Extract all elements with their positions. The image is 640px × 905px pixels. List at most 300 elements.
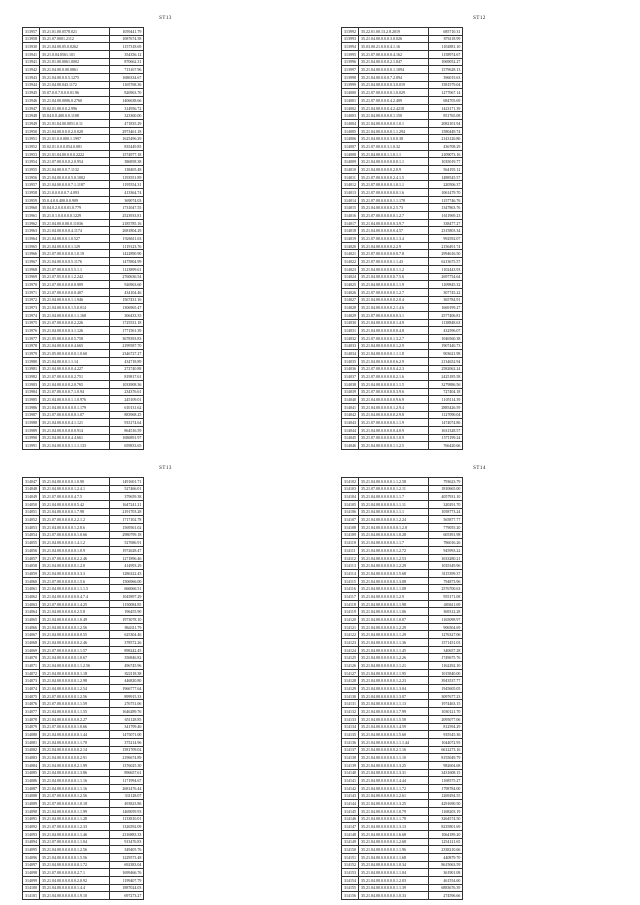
row-id-cell: 314020 xyxy=(342,242,359,250)
amount-cell: 1686334.67 xyxy=(110,74,144,82)
row-id-cell: 314139 xyxy=(342,761,359,769)
code-cell: 35.21.04.00.0.0.0.0.0.1.2.54 xyxy=(40,685,110,693)
code-cell: 35.21.04.00.0.0.0.0.0.1.1.1 xyxy=(359,508,429,516)
table-row xyxy=(23,304,144,312)
table-row xyxy=(342,654,463,662)
amount-cell: 899915.33 xyxy=(110,692,144,700)
amount-cell: 1229573.48 xyxy=(110,853,144,861)
table-row xyxy=(23,212,144,220)
row-id-cell: 314049 xyxy=(23,493,40,501)
row-id-cell: 314131 xyxy=(342,700,359,708)
amount-cell: 331128.07 xyxy=(110,792,144,800)
code-cell: 35.03.00.21.0.0.0.4.1.16 xyxy=(359,43,429,51)
table-row xyxy=(342,112,463,120)
row-id-cell: 313948 xyxy=(23,112,40,120)
code-cell: 35.21.07.00.0.0.0.0.0.1.0.18 xyxy=(40,800,110,808)
row-id-cell: 314053 xyxy=(23,524,40,532)
amount-cell: 1376025.30 xyxy=(110,761,144,769)
amount-cell: 793623.79 xyxy=(429,478,463,486)
table-row xyxy=(23,196,144,204)
row-id-cell: 314074 xyxy=(23,685,40,693)
amount-cell: 8615063.59 xyxy=(429,861,463,869)
table-row xyxy=(342,830,463,838)
amount-cell: 727404.18 xyxy=(429,388,463,396)
table-row xyxy=(23,593,144,601)
row-id-cell: 314092 xyxy=(23,823,40,831)
amount-cell: 434718.89 xyxy=(110,357,144,365)
code-cell: 35.21.07.00.0.0.0.0.0.1.0.66 xyxy=(40,723,110,731)
data-table xyxy=(341,477,463,900)
table-row xyxy=(342,43,463,51)
amount-cell: 903621.98 xyxy=(429,350,463,358)
row-id-cell: 313952 xyxy=(23,143,40,151)
amount-cell: 1165098.97 xyxy=(429,616,463,624)
row-id-cell: 314127 xyxy=(342,669,359,677)
row-id-cell: 313951 xyxy=(23,135,40,143)
amount-cell: 432596.07 xyxy=(429,327,463,335)
row-id-cell: 314081 xyxy=(23,738,40,746)
amount-cell: 3115399.37 xyxy=(429,570,463,578)
table-row xyxy=(23,838,144,846)
amount-cell: 1631328.57 xyxy=(429,426,463,434)
table-row xyxy=(342,608,463,616)
amount-cell: 386858.38 xyxy=(110,158,144,166)
code-cell: 35.21.04.00.0.0.0.0.0.0.1.72 xyxy=(40,861,110,869)
code-cell: 35.21.07.00.0.0.0.0.0.0.3.1 xyxy=(359,311,429,319)
code-cell: 35.21.04.00.0.0.0.0.0.4.0.9 xyxy=(359,426,429,434)
row-id-cell: 313950 xyxy=(23,127,40,135)
row-id-cell: 314004 xyxy=(342,120,359,128)
code-cell: 35.21.04.00.0.0.0.0.0.1.1.45 xyxy=(359,646,429,654)
row-id-cell: 314029 xyxy=(342,311,359,319)
row-id-cell: 313971 xyxy=(23,288,40,296)
table-row xyxy=(342,754,463,762)
code-cell: 35.21.04.00.0.00.0.11036 xyxy=(40,219,110,227)
code-cell: 35.21.04.00.0.0.0.0.3.0.019 xyxy=(359,81,429,89)
code-cell: 35.21.04.00.0.0.0.0.0.1.2.98 xyxy=(40,677,110,685)
table-row xyxy=(342,708,463,716)
row-id-cell: 313959 xyxy=(23,196,40,204)
amount-cell: 1015840.00 xyxy=(429,669,463,677)
amount-cell: 2143126.86 xyxy=(429,135,463,143)
code-cell: 35.21.04.00.0.0.0.0.0.1.1.2 xyxy=(359,265,429,273)
code-cell: 35.21.04.00.0.0.0.0.0.9.6.9 xyxy=(359,396,429,404)
row-id-cell: 314110 xyxy=(342,539,359,547)
row-id-cell: 314028 xyxy=(342,304,359,312)
table-row xyxy=(23,273,144,281)
amount-cell: 1109845.32 xyxy=(429,281,463,289)
row-id-cell: 314132 xyxy=(342,708,359,716)
code-cell: 35.21.07.00.0.0.0.0.0.1.1.9 xyxy=(359,419,429,427)
table-row xyxy=(342,97,463,105)
code-cell: 35.21.07.00.0.0.0.2.0.954 xyxy=(40,158,110,166)
amount-cell: 1633280.21 xyxy=(429,554,463,562)
row-id-cell: 313999 xyxy=(342,81,359,89)
table-row xyxy=(23,181,144,189)
amount-cell: 1771561.39 xyxy=(110,327,144,335)
code-cell: 35.21.07.00.0.0.0.0.0.407 xyxy=(40,288,110,296)
amount-cell: 812594.29 xyxy=(429,723,463,731)
row-id-cell: 314121 xyxy=(342,623,359,631)
row-id-cell: 314135 xyxy=(342,731,359,739)
row-id-cell: 314072 xyxy=(23,669,40,677)
row-id-cell: 314100 xyxy=(23,884,40,892)
code-cell: 35.21.04.00.0.0.0.0.1.2.8.6 xyxy=(40,524,110,532)
table-row xyxy=(23,166,144,174)
code-cell: 35.21.04.00.0.0.0.0.1.7.98 xyxy=(40,508,110,516)
code-cell: 35.21.07.00.0.0.0.0.4.7.5 xyxy=(40,493,110,501)
table-row xyxy=(23,380,144,388)
table-row xyxy=(342,265,463,273)
table-row xyxy=(23,319,144,327)
code-cell: 35.22.01.00.13.2.8.2019 xyxy=(359,28,429,36)
table-row xyxy=(342,746,463,754)
amount-cell: 898242.45 xyxy=(110,646,144,654)
amount-cell: 1326592.09 xyxy=(110,823,144,831)
amount-cell: 1972628.47 xyxy=(110,547,144,555)
code-cell: 35.21.04.00.0.0.0.3.0.0.38 xyxy=(359,135,429,143)
row-id-cell: 314070 xyxy=(23,654,40,662)
amount-cell: 4057931.10 xyxy=(429,493,463,501)
row-id-cell: 314154 xyxy=(342,876,359,884)
code-cell: 35.21.04.00.0.0.0.0.0.1.2.9 xyxy=(359,593,429,601)
code-cell: 35.21.04.00.0.0.0.0.0.0.1.44 xyxy=(40,731,110,739)
code-cell: 35.21.04.00.0.0.0.0.0.1.9.10 xyxy=(40,892,110,900)
code-cell: 35.21.04.00.043.1172 xyxy=(40,81,110,89)
table-row xyxy=(23,51,144,59)
row-id-cell: 313989 xyxy=(23,426,40,434)
amount-cell: 527686.91 xyxy=(110,539,144,547)
row-id-cell: 314119 xyxy=(342,608,359,616)
row-id-cell: 314033 xyxy=(342,342,359,350)
code-cell: 35.21.07.00.0.0.0.0.1.0.1.1 xyxy=(359,181,429,189)
table-row xyxy=(23,654,144,662)
code-cell: 35.21.07.00.0.0.0.4.2.409 xyxy=(359,97,429,105)
table-row xyxy=(23,723,144,731)
row-id-cell: 314149 xyxy=(342,838,359,846)
table-row xyxy=(23,204,144,212)
code-cell: 35.21.04.00.0.0.0.0.1.2.9.4 xyxy=(359,403,429,411)
amount-cell: 2095077.06 xyxy=(429,715,463,723)
table-row xyxy=(342,516,463,524)
row-id-cell: 313941 xyxy=(23,51,40,59)
row-id-cell: 313996 xyxy=(342,58,359,66)
table-row xyxy=(342,508,463,516)
table-row xyxy=(23,524,144,532)
code-cell: 35.21.04.00.0.0.0.0.1.1.168 xyxy=(40,311,110,319)
code-cell: 35.21.04.00.0.0.0.3.0.026 xyxy=(359,35,429,43)
row-id-cell: 314014 xyxy=(342,196,359,204)
amount-cell: 1945605.05 xyxy=(429,685,463,693)
amount-cell: 2576700.63 xyxy=(429,585,463,593)
row-id-cell: 314133 xyxy=(342,715,359,723)
amount-cell: 2681476.44 xyxy=(110,784,144,792)
code-cell: 35.21.04.00.0.0.0.0.2.1.4.6 xyxy=(359,304,429,312)
table-row xyxy=(342,639,463,647)
data-table xyxy=(341,27,463,450)
code-cell: 35.21.04.00.0.0.0.0.0.1.5.68 xyxy=(359,570,429,578)
row-id-cell: 314058 xyxy=(23,562,40,570)
code-cell: 35.21.04.00.05.0.0262 xyxy=(40,43,110,51)
row-id-cell: 313942 xyxy=(23,66,40,74)
code-cell: 35.21.04.00.0.0.1.1.0.1.1 xyxy=(359,150,429,158)
row-id-cell: 314143 xyxy=(342,792,359,800)
table-row xyxy=(342,669,463,677)
code-cell: 35.21.04.00.0.0.0.0.1.4.1.2 xyxy=(40,539,110,547)
row-id-cell: 314008 xyxy=(342,150,359,158)
amount-cell: 323360.00 xyxy=(110,112,144,120)
code-cell: 35.21.07.00.0.0.0.0.0.4.2.3 xyxy=(359,365,429,373)
row-id-cell: 313963 xyxy=(23,227,40,235)
amount-cell: 713167.96 xyxy=(110,66,144,74)
table-row xyxy=(23,830,144,838)
table-row xyxy=(23,265,144,273)
code-cell: 35.21.04.00.0.0.0.1.1.1.133 xyxy=(40,442,110,450)
code-cell: 35.21.01.00.0061.0002 xyxy=(40,58,110,66)
table-row xyxy=(23,800,144,808)
amount-cell: 2681804.29 xyxy=(110,227,144,235)
code-cell: 35.21.04.00.0.0.0.0.0.1.1.28 xyxy=(40,815,110,823)
amount-cell: 234376.61 xyxy=(110,388,144,396)
table-row xyxy=(23,677,144,685)
table-row xyxy=(342,419,463,427)
row-id-cell: 314027 xyxy=(342,296,359,304)
code-cell: 35.21.04.00.0.0.0.0.1.1.294 xyxy=(359,127,429,135)
code-cell: 35.21.04.00.0.0.0.0.0.2.1.16 xyxy=(359,746,429,754)
row-id-cell: 313953 xyxy=(23,150,40,158)
row-id-cell: 313955 xyxy=(23,166,40,174)
amount-cell: 1064189.20 xyxy=(429,830,463,838)
amount-cell: 8235801.69 xyxy=(429,823,463,831)
row-id-cell: 314021 xyxy=(342,250,359,258)
amount-cell: 851765.08 xyxy=(429,112,463,120)
code-cell: 35.21.04.00.0.0.0.0.0.1.2.56 xyxy=(40,846,110,854)
table-row xyxy=(342,242,463,250)
amount-cell: 992592.07 xyxy=(429,235,463,243)
row-id-cell: 314140 xyxy=(342,769,359,777)
page-title: ST14 xyxy=(473,466,486,471)
code-cell: 35.21.04.00.0.0.0.0.0.1.3.07 xyxy=(359,692,429,700)
code-cell: 35.21.04.00.0.0.0.3.1.126 xyxy=(40,327,110,335)
amount-cell: 2199587.70 xyxy=(110,342,144,350)
amount-cell: 1030121.70 xyxy=(429,708,463,716)
table-row xyxy=(342,685,463,693)
row-id-cell: 314047 xyxy=(23,478,40,486)
row-id-cell: 313988 xyxy=(23,419,40,427)
row-id-cell: 314117 xyxy=(342,593,359,601)
code-cell: 35.21.04.00.0.0.7.1132 xyxy=(40,166,110,174)
code-cell: 35.21.04.00.0.0.0.0.1.1.2.58 xyxy=(359,478,429,486)
amount-cell: 276751.06 xyxy=(110,700,144,708)
table-row xyxy=(342,35,463,43)
table-row xyxy=(342,761,463,769)
row-id-cell: 314048 xyxy=(23,485,40,493)
row-id-cell: 313946 xyxy=(23,97,40,105)
row-id-cell: 313984 xyxy=(23,388,40,396)
amount-cell: 1271896.46 xyxy=(110,554,144,562)
amount-cell: 1127090.04 xyxy=(429,411,463,419)
code-cell: 35.21.04.00.0.0.5.1275 xyxy=(40,74,110,82)
table-row xyxy=(23,631,144,639)
code-cell: 35.21.04.00.0.0.0.0.0.1.1.78 xyxy=(359,815,429,823)
amount-cell: 1611969.23 xyxy=(429,212,463,220)
amount-cell: 1087674.58 xyxy=(110,35,144,43)
table-row xyxy=(342,442,463,450)
code-cell: 35.07.0.0.7.0.0.0.01.96 xyxy=(40,89,110,97)
code-cell: 35.21.04.00.0.0.0.0.0.1.1.13 xyxy=(359,700,429,708)
table-row xyxy=(342,662,463,670)
amount-cell: 1810665.00 xyxy=(429,485,463,493)
amount-cell: 1286322.45 xyxy=(110,570,144,578)
row-id-cell: 314071 xyxy=(23,662,40,670)
row-id-cell: 313947 xyxy=(23,104,40,112)
row-id-cell: 313985 xyxy=(23,396,40,404)
table-row xyxy=(23,600,144,608)
row-id-cell: 314141 xyxy=(342,777,359,785)
amount-cell: 864516.59 xyxy=(110,426,144,434)
table-row xyxy=(342,585,463,593)
code-cell: 35.21.04.00.0.0.0.0.0.1.5.56 xyxy=(40,853,110,861)
row-id-cell: 314044 xyxy=(342,426,359,434)
row-id-cell: 313983 xyxy=(23,380,40,388)
table-row xyxy=(342,631,463,639)
row-id-cell: 313958 xyxy=(23,189,40,197)
row-id-cell: 313943 xyxy=(23,74,40,82)
amount-cell: 1580449.74 xyxy=(429,127,463,135)
code-cell: 35.21.04.00.0.0.1.1.14 xyxy=(40,357,110,365)
amount-cell: 2885426.59 xyxy=(429,403,463,411)
code-cell: 35.21.04.00.0.0.0.0.0.0.4.7.4 xyxy=(40,593,110,601)
table-row xyxy=(23,853,144,861)
amount-cell: 138405.48 xyxy=(110,166,144,174)
code-cell: 35.21.04.00.0.0.0.1.1.0.976 xyxy=(40,396,110,404)
row-id-cell: 313981 xyxy=(23,365,40,373)
code-cell: 35.21.04.00.0.0.0.0.0.1.2.23 xyxy=(359,677,429,685)
table-row xyxy=(23,669,144,677)
code-cell: 35.21.04.00.0.0.0.0.0.1.3.25 xyxy=(359,761,429,769)
code-cell: 35.21.04.00.0.0.0.0.0.1.1.06 xyxy=(359,608,429,616)
amount-cell: 1102881.10 xyxy=(429,43,463,51)
table-row xyxy=(342,296,463,304)
amount-cell: 1974463.15 xyxy=(429,700,463,708)
row-id-cell: 313990 xyxy=(23,434,40,442)
amount-cell: 1277067.14 xyxy=(429,89,463,97)
row-id-cell: 314076 xyxy=(23,700,40,708)
table-row xyxy=(23,311,144,319)
row-id-cell: 314125 xyxy=(342,654,359,662)
table-row xyxy=(23,173,144,181)
amount-cell: 361901.08 xyxy=(429,869,463,877)
row-id-cell: 314122 xyxy=(342,631,359,639)
table-row xyxy=(23,143,144,151)
amount-cell: 446820.80 xyxy=(110,677,144,685)
code-cell: 35.21.04.00.0.0.0.1.1.946 xyxy=(40,296,110,304)
amount-cell: 1102443.93 xyxy=(429,265,463,273)
amount-cell: 786016.26 xyxy=(429,539,463,547)
row-id-cell: 313995 xyxy=(342,51,359,59)
code-cell: 35.21.04.00.0.0.0.0.1.2.4.1 xyxy=(40,485,110,493)
row-id-cell: 313977 xyxy=(23,334,40,342)
amount-cell: 3678393.83 xyxy=(110,334,144,342)
row-id-cell: 314090 xyxy=(23,807,40,815)
row-id-cell: 314088 xyxy=(23,792,40,800)
amount-cell: 1475071.00 xyxy=(110,731,144,739)
code-cell: 35.21.07.00.0.0.0.0.1.0.029 xyxy=(359,89,429,97)
amount-cell: 605391.98 xyxy=(429,531,463,539)
amount-cell: 1571451.03 xyxy=(429,639,463,647)
table-row xyxy=(342,51,463,59)
row-id-cell: 314083 xyxy=(23,754,40,762)
code-cell: 35.21.07.00.0.0.0.5.5.1.1 xyxy=(40,265,110,273)
amount-cell: 1306965.47 xyxy=(110,304,144,312)
table-row xyxy=(23,342,144,350)
document-page-1 xyxy=(14,10,317,449)
amount-cell: 1669199.27 xyxy=(429,304,463,312)
table-row xyxy=(342,715,463,723)
code-cell: 35.21.07.00.0.0.0.0.0.1.1.59 xyxy=(40,700,110,708)
code-cell: 35.21.07.00.0.0.0.0.0.1.2.11 xyxy=(359,485,429,493)
row-id-cell: 314051 xyxy=(23,508,40,516)
table-row xyxy=(342,66,463,74)
row-id-cell: 314079 xyxy=(23,723,40,731)
table-row xyxy=(342,250,463,258)
row-id-cell: 314060 xyxy=(23,577,40,585)
amount-cell: 1469059.93 xyxy=(110,807,144,815)
amount-cell: 1567431.16 xyxy=(110,296,144,304)
code-cell: 35.21.04.00.0.0.0.0.0.1.3.86 xyxy=(40,769,110,777)
amount-cell: 436708.29 xyxy=(429,143,463,151)
code-cell: 35.21.04.00.0.0.0.0.0.1.5.60 xyxy=(359,731,429,739)
document-page-2 xyxy=(333,10,626,449)
row-id-cell: 314025 xyxy=(342,281,359,289)
code-cell: 35.21.07.00.0.0.0.0.0.0.1.6 xyxy=(359,189,429,197)
row-id-cell: 314061 xyxy=(23,585,40,593)
amount-cell: 794873.96 xyxy=(429,577,463,585)
amount-cell: 496745.96 xyxy=(110,662,144,670)
row-id-cell: 314023 xyxy=(342,265,359,273)
table-row xyxy=(342,524,463,532)
code-cell: 35.21.04.00.0.0.0.0.0.1.1.16 xyxy=(40,777,110,785)
row-id-cell: 314052 xyxy=(23,516,40,524)
row-id-cell: 313969 xyxy=(23,273,40,281)
table-row xyxy=(342,212,463,220)
table-row xyxy=(23,442,144,450)
code-cell: 35.21.04.00.0.0.0.0.0.2.9.8 xyxy=(359,411,429,419)
table-row xyxy=(342,434,463,442)
amount-cell: 2082101.94 xyxy=(429,120,463,128)
code-cell: 35.21.07.00.0.0.0.0.2.2.1.2 xyxy=(40,516,110,524)
amount-cell: 1506966.00 xyxy=(110,577,144,585)
code-cell: 35.21.04.00.0.0.0.0.0.0.4.8 xyxy=(359,327,429,335)
code-cell: 35.21.04.00.0.0.0.0.0.5.42 xyxy=(40,501,110,509)
table-row xyxy=(23,715,144,723)
table-row xyxy=(342,150,463,158)
code-cell: 35.21.04.00.0.0.0.0.0.1.1.9 xyxy=(359,281,429,289)
amount-cell: 1158974.67 xyxy=(429,51,463,59)
code-cell: 35.21.04.00.0.0.0.0.0.2.1.99 xyxy=(40,761,110,769)
table-row xyxy=(342,593,463,601)
amount-cell: 307745.22 xyxy=(429,288,463,296)
table-row xyxy=(342,562,463,570)
code-cell: 35.21.07.00.0.0.0.0.1.0.19 xyxy=(40,250,110,258)
row-id-cell: 314087 xyxy=(23,784,40,792)
code-cell: 35.21.04.00.0.0.0.4.1.121 xyxy=(40,419,110,427)
code-cell: 35.21.04.00.0.0.0.0.0.1.2.29 xyxy=(359,562,429,570)
amount-cell: 378572.26 xyxy=(110,639,144,647)
row-id-cell: 314040 xyxy=(342,396,359,404)
amount-cell: 1422890.90 xyxy=(110,250,144,258)
amount-cell: 320291.70 xyxy=(429,501,463,509)
